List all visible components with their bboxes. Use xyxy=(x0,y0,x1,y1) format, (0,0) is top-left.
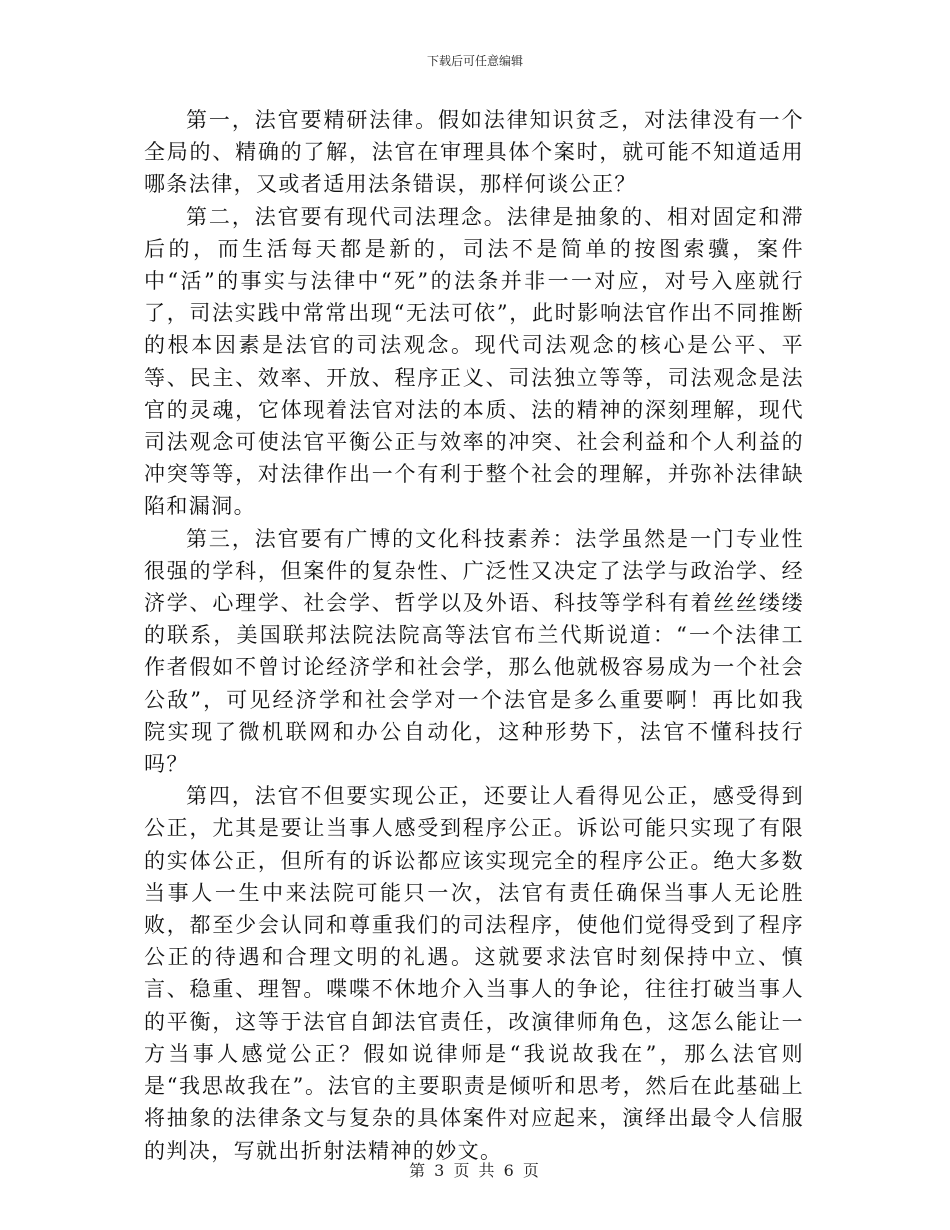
page-footer: 第 3 页 共 6 页 xyxy=(409,1161,541,1180)
paragraph-2: 第二，法官要有现代司法理念。法律是抽象的、相对固定和滞后的，而生活每天都是新的，司法不是简单的按图索骥，案件中“活”的事实与法律中“死”的法条并非一一对应，对号入座就行了，司法实践中常常出现“无法可依”，此时影响法官作出不同推断的根本因素是法官的司法观念。现代司法观念的核心是公平、平等、民主、效率、开放、程序正义、司法独立等等，司法观念是法官的灵魂，它体现着法官对法的本质、法的精神的深刻理解，现代司法观念可使法官平衡公正与效率的冲突、社会利益和个人利益的冲突等等，对法律作出一个有利于整个社会的理解，并弥补法律缺陷和漏洞。 xyxy=(144,204,804,519)
document-body xyxy=(144,104,804,1167)
paragraph-1: 第一，法官要精研法律。假如法律知识贫乏，对法律没有一个全局的、精确的了解，法官在审理具体个案时，就可能不知道适用哪条法律，又或者适用法条错误，那样何谈公正？ xyxy=(144,108,804,197)
paragraph-3: 第三，法官要有广博的文化科技素养：法学虽然是一门专业性很强的学科，但案件的复杂性、广泛性又决定了法学与政治学、经济学、心理学、社会学、哲学以及外语、科技等学科有着丝丝缕缕的联系，美国联邦法院法院高等法官布兰代斯说道：“一个法律工作者假如不曾讨论经济学和社会学，那么他就极容易成为一个社会公敌”，可见经济学和社会学对一个法官是多么重要啊！再比如我院实现了微机联网和办公自动化，这种形势下，法官不懂科技行吗？ xyxy=(144,526,804,777)
paragraph-4: 第四，法官不但要实现公正，还要让人看得见公正，感受得到公正，尤其是要让当事人感受到程序公正。诉讼可能只实现了有限的实体公正，但所有的诉讼都应该实现完全的程序公正。绝大多数当事人一生中来法院可能只一次，法官有责任确保当事人无论胜败，都至少会认同和尊重我们的司法程序，使他们觉得受到了程序公正的待遇和合理文明的礼遇。这就要求法官时刻保持中立、慎言、稳重、理智。喋喋不休地介入当事人的争论，往往打破当事人的平衡，这等于法官自卸法官责任，改演律师角色，这怎么能让一方当事人感觉公正？假如说律师是“我说故我在”，那么法官则是“我思故我在”。法官的主要职责是倾听和思考，然后在此基础上将抽象的法律条文与复杂的具体案件对应起来，演绎出最令人信服的判决，写就出折射法精神的妙文。 xyxy=(144,784,804,1163)
page-header: 下载后可任意编辑 xyxy=(426,54,523,68)
